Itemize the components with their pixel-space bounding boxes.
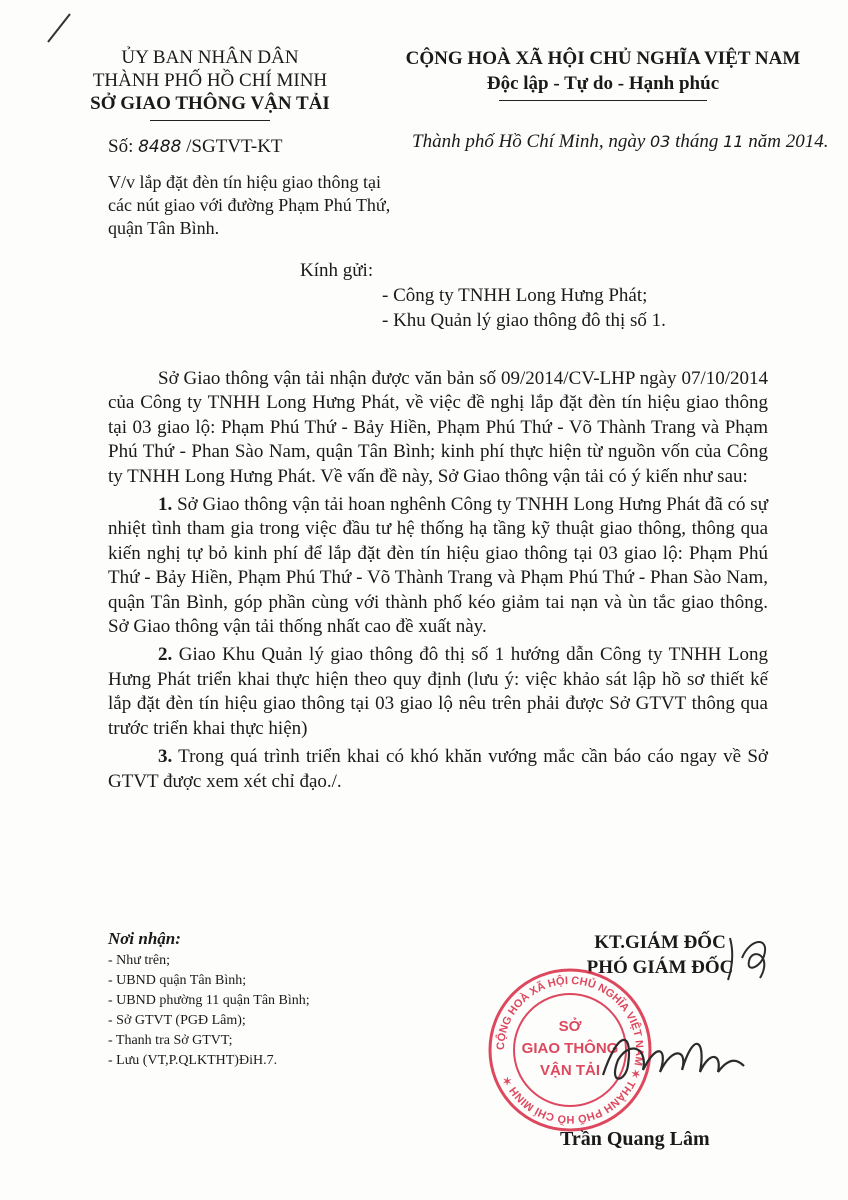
issuer-underline xyxy=(150,120,270,121)
issuer-line-3: SỞ GIAO THÔNG VẬN TẢI xyxy=(90,93,330,114)
point-text: Giao Khu Quản lý giao thông đô thị số 1 hướng dẫn Công ty TNHH Long Hưng Phát triển khai thực hiện theo quy định (lưu ý: việc khảo sát lập hồ sơ thiết kế lắp đặt đèn tín hiệu giao thông tại 03 giao lộ nêu trên phải được Sở GTVT thông qua trước triển khai thực hiện) xyxy=(108,644,768,739)
distribution-item: - Như trên; xyxy=(108,953,171,968)
point-number: 1. xyxy=(158,494,173,516)
signatory-title-2: PHÓ GIÁM ĐỐC xyxy=(586,957,734,978)
national-motto: Độc lập - Tự do - Hạnh phúc xyxy=(486,73,720,94)
recipient-item: - Công ty TNHH Long Hưng Phát; xyxy=(382,285,648,306)
body-point-3 xyxy=(108,745,768,794)
distribution-list xyxy=(108,929,310,1071)
recipient-item: - Khu Quản lý giao thông đô thị số 1. xyxy=(382,310,666,331)
motto-underline xyxy=(499,100,707,101)
point-text: Sở Giao thông vận tải hoan nghênh Công ty TNHH Long Hưng Phát đã có sự nhiệt tình tham gia trong việc đầu tư hệ thống hạ tầng kỹ thuật giao thông, thông qua kiến nghị tự bỏ kinh phí để lắp đặt đèn tín hiệu giao thông tại 03 giao lộ: Phạm Phú Thứ - Bảy Hiền, Phạm Phú Thứ - Võ Thành Trang và Phạm Phú Thứ - Phan Sào Nam, quận Tân Bình, góp phần cùng với thành phố kéo giảm tai nạn và ùn tắc giao thông. Sở Giao thông vận tải thống nhất cao đề xuất này. xyxy=(108,494,769,638)
so-suffix: /SGTVT-KT xyxy=(186,136,283,157)
body-point-1 xyxy=(108,493,768,639)
issuer-line-2: THÀNH PHỐ HỒ CHÍ MINH xyxy=(92,70,328,91)
date-month: 11 xyxy=(723,132,744,151)
document-date xyxy=(412,131,829,153)
distribution-item: - Thanh tra Sở GTVT; xyxy=(108,1033,233,1048)
signatory-title-1: KT.GIÁM ĐỐC xyxy=(594,932,726,953)
subject-line: V/v lắp đặt đèn tín hiệu giao thông tại các nút giao với đường Phạm Phú Thứ, quận Tân Bình. xyxy=(108,172,391,238)
point-number: 3. xyxy=(158,746,173,768)
intro-paragraph: Sở Giao thông vận tải nhận được văn bản số 09/2014/CV-LHP ngày 07/10/2014 của Công ty TNHH Long Hưng Phát, về việc đề nghị lắp đặt đèn tín hiệu giao thông tại 03 giao lộ: Phạm Phú Thứ - Bảy Hiền, Phạm Phú Thứ - Võ Thành Trang và Phạm Phú Thứ - Phan Sào Nam, quận Tân Bình; kinh phí thực hiện từ nguồn vốn của Công ty TNHH Long Hưng Phát. Về vấn đề này, Sở Giao thông vận tải có ý kiến như sau: xyxy=(108,368,768,487)
distribution-item: - Lưu (VT,P.QLKTHT)ĐiH.7. xyxy=(108,1053,278,1068)
issuer-line-1: ỦY BAN NHÂN DÂN xyxy=(121,47,299,68)
date-year: năm 2014. xyxy=(748,131,829,152)
date-day: 03 xyxy=(650,132,671,151)
stamp-ring-text: CỘNG HOÀ XÃ HỘI CHỦ NGHĨA VIỆT NAM ✶ THÀNH PHỐ HỒ CHÍ MINH ✶ xyxy=(494,974,646,1126)
stamp-line-2: GIAO THÔNG xyxy=(521,1040,619,1057)
recipients-label: Kính gửi: xyxy=(300,260,374,281)
point-text: Trong quá trình triển khai có khó khăn vướng mắc cần báo cáo ngay về Sở GTVT được xem xét chỉ đạo./. xyxy=(108,746,768,792)
date-month-label: tháng xyxy=(675,131,719,152)
stamp-line-1: SỞ xyxy=(558,1018,582,1035)
distribution-item: - UBND phường 11 quận Tân Bình; xyxy=(108,993,310,1008)
distribution-item: - UBND quận Tân Bình; xyxy=(108,973,247,988)
handwritten-initials xyxy=(720,928,780,988)
distribution-title: Nơi nhận: xyxy=(108,929,181,948)
so-number: 8488 xyxy=(138,137,182,157)
letter-body xyxy=(108,367,768,798)
body-point-2 xyxy=(108,643,768,741)
date-prefix: Thành phố Hồ Chí Minh, ngày xyxy=(412,131,646,152)
point-number: 2. xyxy=(158,644,173,666)
handwritten-signature xyxy=(598,1020,748,1100)
distribution-item: - Sở GTVT (PGĐ Lâm); xyxy=(108,1013,246,1028)
issuer-header xyxy=(60,46,360,121)
signatory-name: Trần Quang Lâm xyxy=(560,1128,710,1150)
national-header xyxy=(388,46,818,101)
stamp-line-3: VẬN TẢI xyxy=(540,1062,600,1079)
recipients-block xyxy=(300,258,666,333)
pen-mark-decoration xyxy=(40,8,80,48)
national-title: CỘNG HOÀ XÃ HỘI CHỦ NGHĨA VIỆT NAM xyxy=(405,48,801,69)
so-label: Số: xyxy=(108,136,134,157)
document-number xyxy=(108,136,283,158)
